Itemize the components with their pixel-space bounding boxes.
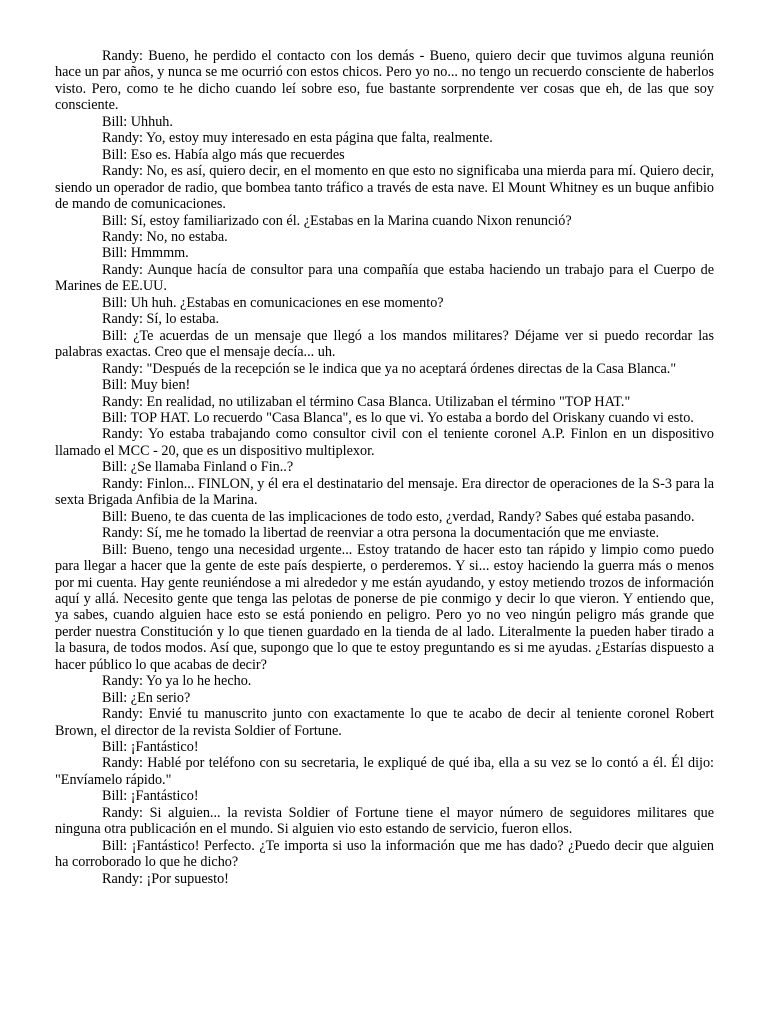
transcript-paragraph: Bill: ¡Fantástico! — [102, 739, 199, 756]
transcript-paragraph: Randy: En realidad, no utilizaban el término Casa Blanca. Utilizaban el término "TOP HAT." — [102, 393, 631, 410]
transcript-paragraph: Bill: ¿Se llamaba Finland o Fin..? — [102, 459, 294, 476]
transcript-paragraph: Randy: Finlon... FINLON, y él era el destinatario del mensaje. Era director de operaciones de la S-3 para la sexta Brigada Anfibia de la Marina. — [55, 475, 714, 509]
transcript-paragraph: Bill: TOP HAT. Lo recuerdo "Casa Blanca", es lo que vi. Yo estaba a bordo del Oriskany cuando vi esto. — [102, 409, 694, 426]
transcript-paragraph: Randy: Envié tu manuscrito junto con exactamente lo que te acabo de decir al teniente coronel Robert Brown, el director de la revista Soldier of Fortune. — [55, 706, 714, 739]
transcript-paragraph: Randy: No, es así, quiero decir, en el momento en que esto no significaba una mierda para mí. Quiero decir, siendo un operador de radio, que bombea tanto tráfico a través de esta nave. El Mount Whitney es un buque anfibio de mando de comunicaciones. — [55, 163, 714, 213]
transcript-paragraph: Randy: ¡Por supuesto! — [102, 870, 229, 887]
transcript-paragraph: Randy: Aunque hacía de consultor para una compañía que estaba haciendo un trabajo para el Cuerpo de Marines de EE.UU. — [55, 261, 714, 295]
transcript-paragraph: Bill: Bueno, te das cuenta de las implicaciones de todo esto, ¿verdad, Randy? Sabes qué estaba pasando. — [102, 508, 695, 525]
transcript-paragraph: Bill: Sí, estoy familiarizado con él. ¿Estabas en la Marina cuando Nixon renunció? — [102, 212, 572, 229]
transcript-paragraph: Randy: Bueno, he perdido el contacto con los demás - Bueno, quiero decir que tuvimos alguna reunión hace un par años, y nunca se me ocurrió con estos chicos. Pero yo no... no tengo un recuerdo consciente de haberlos visto. Pero, como te he dicho cuando leí sobre eso, fue bastante sorprendente ver cosas que eh, de las que soy consciente. — [55, 48, 714, 114]
transcript-paragraph: Bill: Uh huh. ¿Estabas en comunicaciones en ese momento? — [102, 294, 444, 311]
transcript-paragraph: Randy: Si alguien... la revista Soldier of Fortune tiene el mayor número de seguidores militares que ninguna otra publicación en el mundo. Si alguien vio esto estando de servicio, fueron ellos. — [55, 804, 714, 838]
transcript-paragraph: Bill: Hmmmm. — [102, 245, 189, 262]
transcript-paragraph: Randy: Yo ya lo he hecho. — [102, 673, 252, 690]
transcript-paragraph: Bill: Uhhuh. — [102, 113, 173, 130]
transcript-paragraph: Bill: ¡Fantástico! — [102, 788, 199, 805]
transcript-paragraph: Bill: ¿En serio? — [102, 689, 191, 706]
transcript-paragraph: Bill: ¿Te acuerdas de un mensaje que llegó a los mandos militares? Déjame ver si puedo recordar las palabras exactas. Creo que el mensaje decía... uh. — [55, 327, 714, 361]
transcript-paragraph: Bill: Bueno, tengo una necesidad urgente... Estoy tratando de hacer esto tan rápido y limpio como puedo para llegar a hacer que la gente de este país despierte, o perderemos. Y si... estoy haciendo la guerra más o menos por mi cuenta. Hay gente reuniéndose a mi alrededor y me están ayudando, y estoy metiendo trozos de información aquí y allá. Necesito gente que tenga las pelotas de ponerse de pie conmigo y decir lo que vieron. Y entiendo que, ya sabes, cuando alguien hace esto se está poniendo en peligro. Pero yo no veo ningún peligro más grande que perder nuestra Constitución y lo que tienen guardado en la tienda de al lado. Literalmente la pueden haber tirado a la basura, de todos modos. Así que, supongo que lo que te estoy preguntando es si me ayudas. ¿Estarías dispuesto a hacer público lo que acabas de decir? — [55, 541, 714, 673]
transcript-paragraph: Randy: Sí, me he tomado la libertad de reenviar a otra persona la documentación que me enviaste. — [102, 525, 660, 542]
transcript-paragraph: Randy: Yo, estoy muy interesado en esta página que falta, realmente. — [102, 130, 493, 147]
transcript-paragraph: Randy: Hablé por teléfono con su secretaria, le expliqué de qué iba, ella a su vez se lo contó a él. Él dijo: "Envíamelo rápido." — [55, 755, 714, 788]
transcript-paragraph: Bill: Muy bien! — [102, 377, 191, 394]
transcript-paragraph: Randy: "Después de la recepción se le indica que ya no aceptará órdenes directas de la Casa Blanca." — [102, 360, 677, 377]
transcript-paragraph: Bill: Eso es. Había algo más que recuerdes — [102, 146, 345, 163]
transcript-paragraph: Randy: Sí, lo estaba. — [102, 311, 220, 328]
transcript-paragraph: Randy: Yo estaba trabajando como consultor civil con el teniente coronel A.P. Finlon en un dispositivo llamado el MCC - 20, que es un dispositivo multiplexor. — [55, 426, 714, 459]
transcript — [55, 48, 714, 887]
transcript-paragraph: Randy: No, no estaba. — [102, 228, 228, 245]
transcript-paragraph: Bill: ¡Fantástico! Perfecto. ¿Te importa si uso la información que me has dado? ¿Puedo decir que alguien ha corroborado lo que he dicho? — [55, 837, 714, 871]
